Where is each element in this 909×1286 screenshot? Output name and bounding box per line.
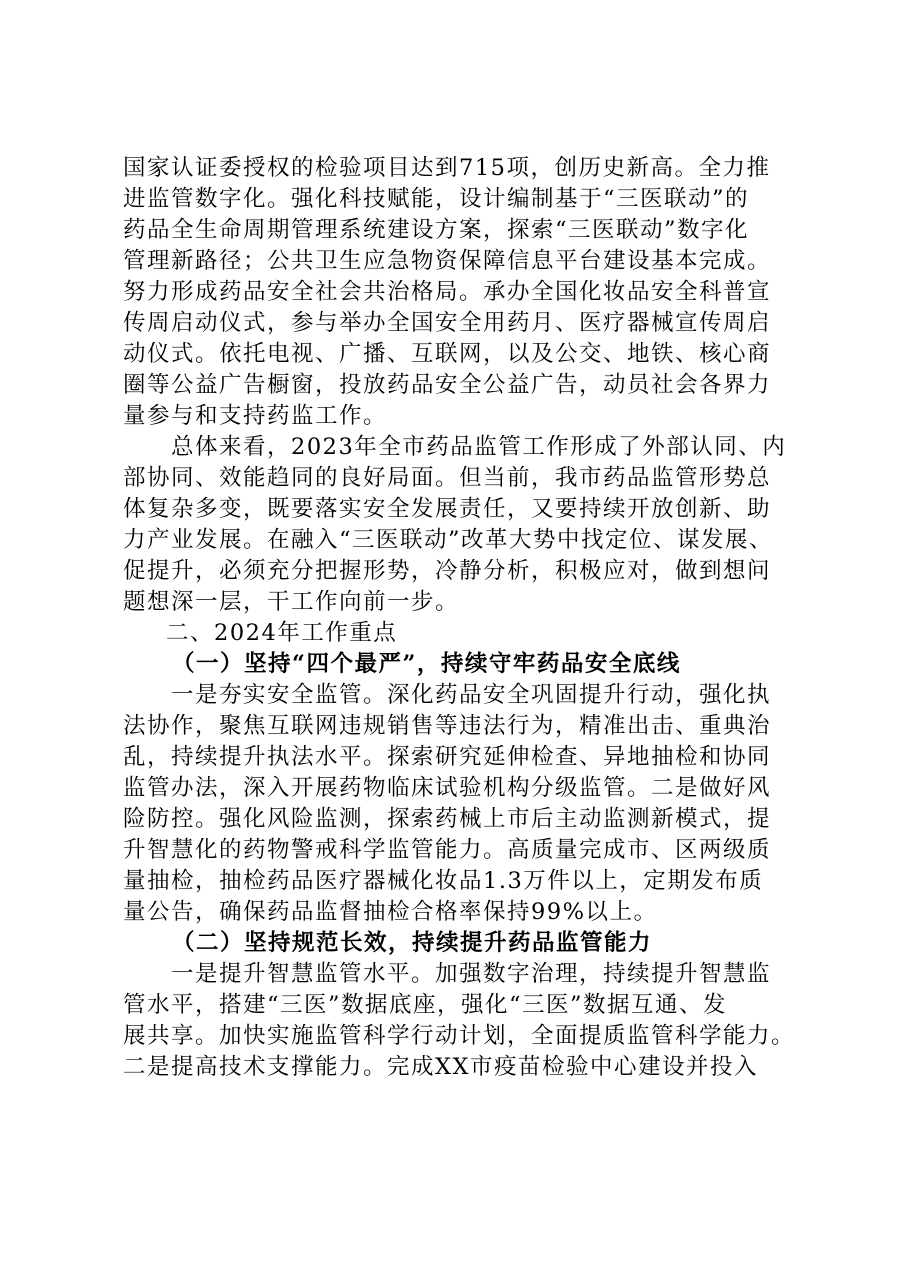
body-text-line: 药品全生命周期管理系统建设方案，探索“三医联动”数字化	[123, 217, 750, 243]
subsection-heading: （二）坚持规范长效，持续提升药品监管能力	[172, 930, 653, 956]
body-text-line: 部协同、效能趋同的良好局面。但当前，我市药品监管形势总	[123, 465, 772, 491]
body-text-line: 力产业发展。在融入“三医联动”改革大势中找定位、谋发展、	[123, 527, 774, 553]
body-text-line: 量抽检，抽检药品医疗器械化妆品1.3万件以上，定期发布质	[123, 868, 764, 894]
section-heading: 二、2024年工作重点	[166, 620, 398, 646]
body-text-line: 险防控。强化风险监测，探索药械上市后主动监测新模式，提	[123, 806, 772, 832]
subsection-heading: （一）坚持“四个最严”，持续守牢药品安全底线	[172, 651, 681, 677]
body-text-line: 进监管数字化。强化科技赋能，设计编制基于“三医联动”的	[123, 186, 750, 212]
paragraph-first-line: 一是提升智慧监管水平。加强数字治理，持续提升智慧监	[171, 961, 772, 987]
body-text-line: 体复杂多变，既要落实安全发展责任，又要持续开放创新、助	[123, 496, 772, 522]
body-text-line: 量参与和支持药监工作。	[123, 403, 388, 429]
body-text-line: 乱，持续提升执法水平。探索研究延伸检查、异地抽检和协同	[123, 744, 772, 770]
body-text-line: 升智慧化的药物警戒科学监管能力。高质量完成市、区两级质	[123, 837, 772, 863]
body-text-line: 传周启动仪式，参与举办全国安全用药月、医疗器械宣传周启	[123, 310, 772, 336]
body-text-line: 管水平，搭建“三医”数据底座，强化“三医”数据互通、发	[123, 992, 728, 1018]
body-text-line: 展共享。加快实施监管科学行动计划，全面提质监管科学能力。	[123, 1023, 796, 1049]
body-text-line: 监管办法，深入开展药物临床试验机构分级监管。二是做好风	[123, 775, 772, 801]
body-text-line: 量公告，确保药品监督抽检合格率保持99%以上。	[123, 899, 658, 925]
body-text-line: 促提升，必须充分把握形势，冷静分析，积极应对，做到想问	[123, 558, 772, 584]
body-text-line: 努力形成药品安全社会共治格局。承办全国化妆品安全科普宣	[123, 279, 772, 305]
paragraph-first-line: 总体来看，2023年全市药品监管工作形成了外部认同、内	[171, 434, 787, 460]
body-text-line: 法协作，聚焦互联网违规销售等违法行为，精准出击、重典治	[123, 713, 772, 739]
body-text-line: 题想深一层，干工作向前一步。	[123, 589, 460, 615]
body-text-line: 管理新路径；公共卫生应急物资保障信息平台建设基本完成。	[123, 248, 772, 274]
body-text-line: 二是提高技术支撑能力。完成XX市疫苗检验中心建设并投入	[123, 1054, 759, 1080]
body-text-line: 动仪式。依托电视、广播、互联网，以及公交、地铁、核心商	[123, 341, 772, 367]
paragraph-first-line: 一是夯实安全监管。深化药品安全巩固提升行动，强化执	[171, 682, 772, 708]
body-text-line: 圈等公益广告橱窗，投放药品安全公益广告，动员社会各界力	[123, 372, 772, 398]
body-text-line: 国家认证委授权的检验项目达到715项，创历史新高。全力推	[123, 155, 771, 181]
